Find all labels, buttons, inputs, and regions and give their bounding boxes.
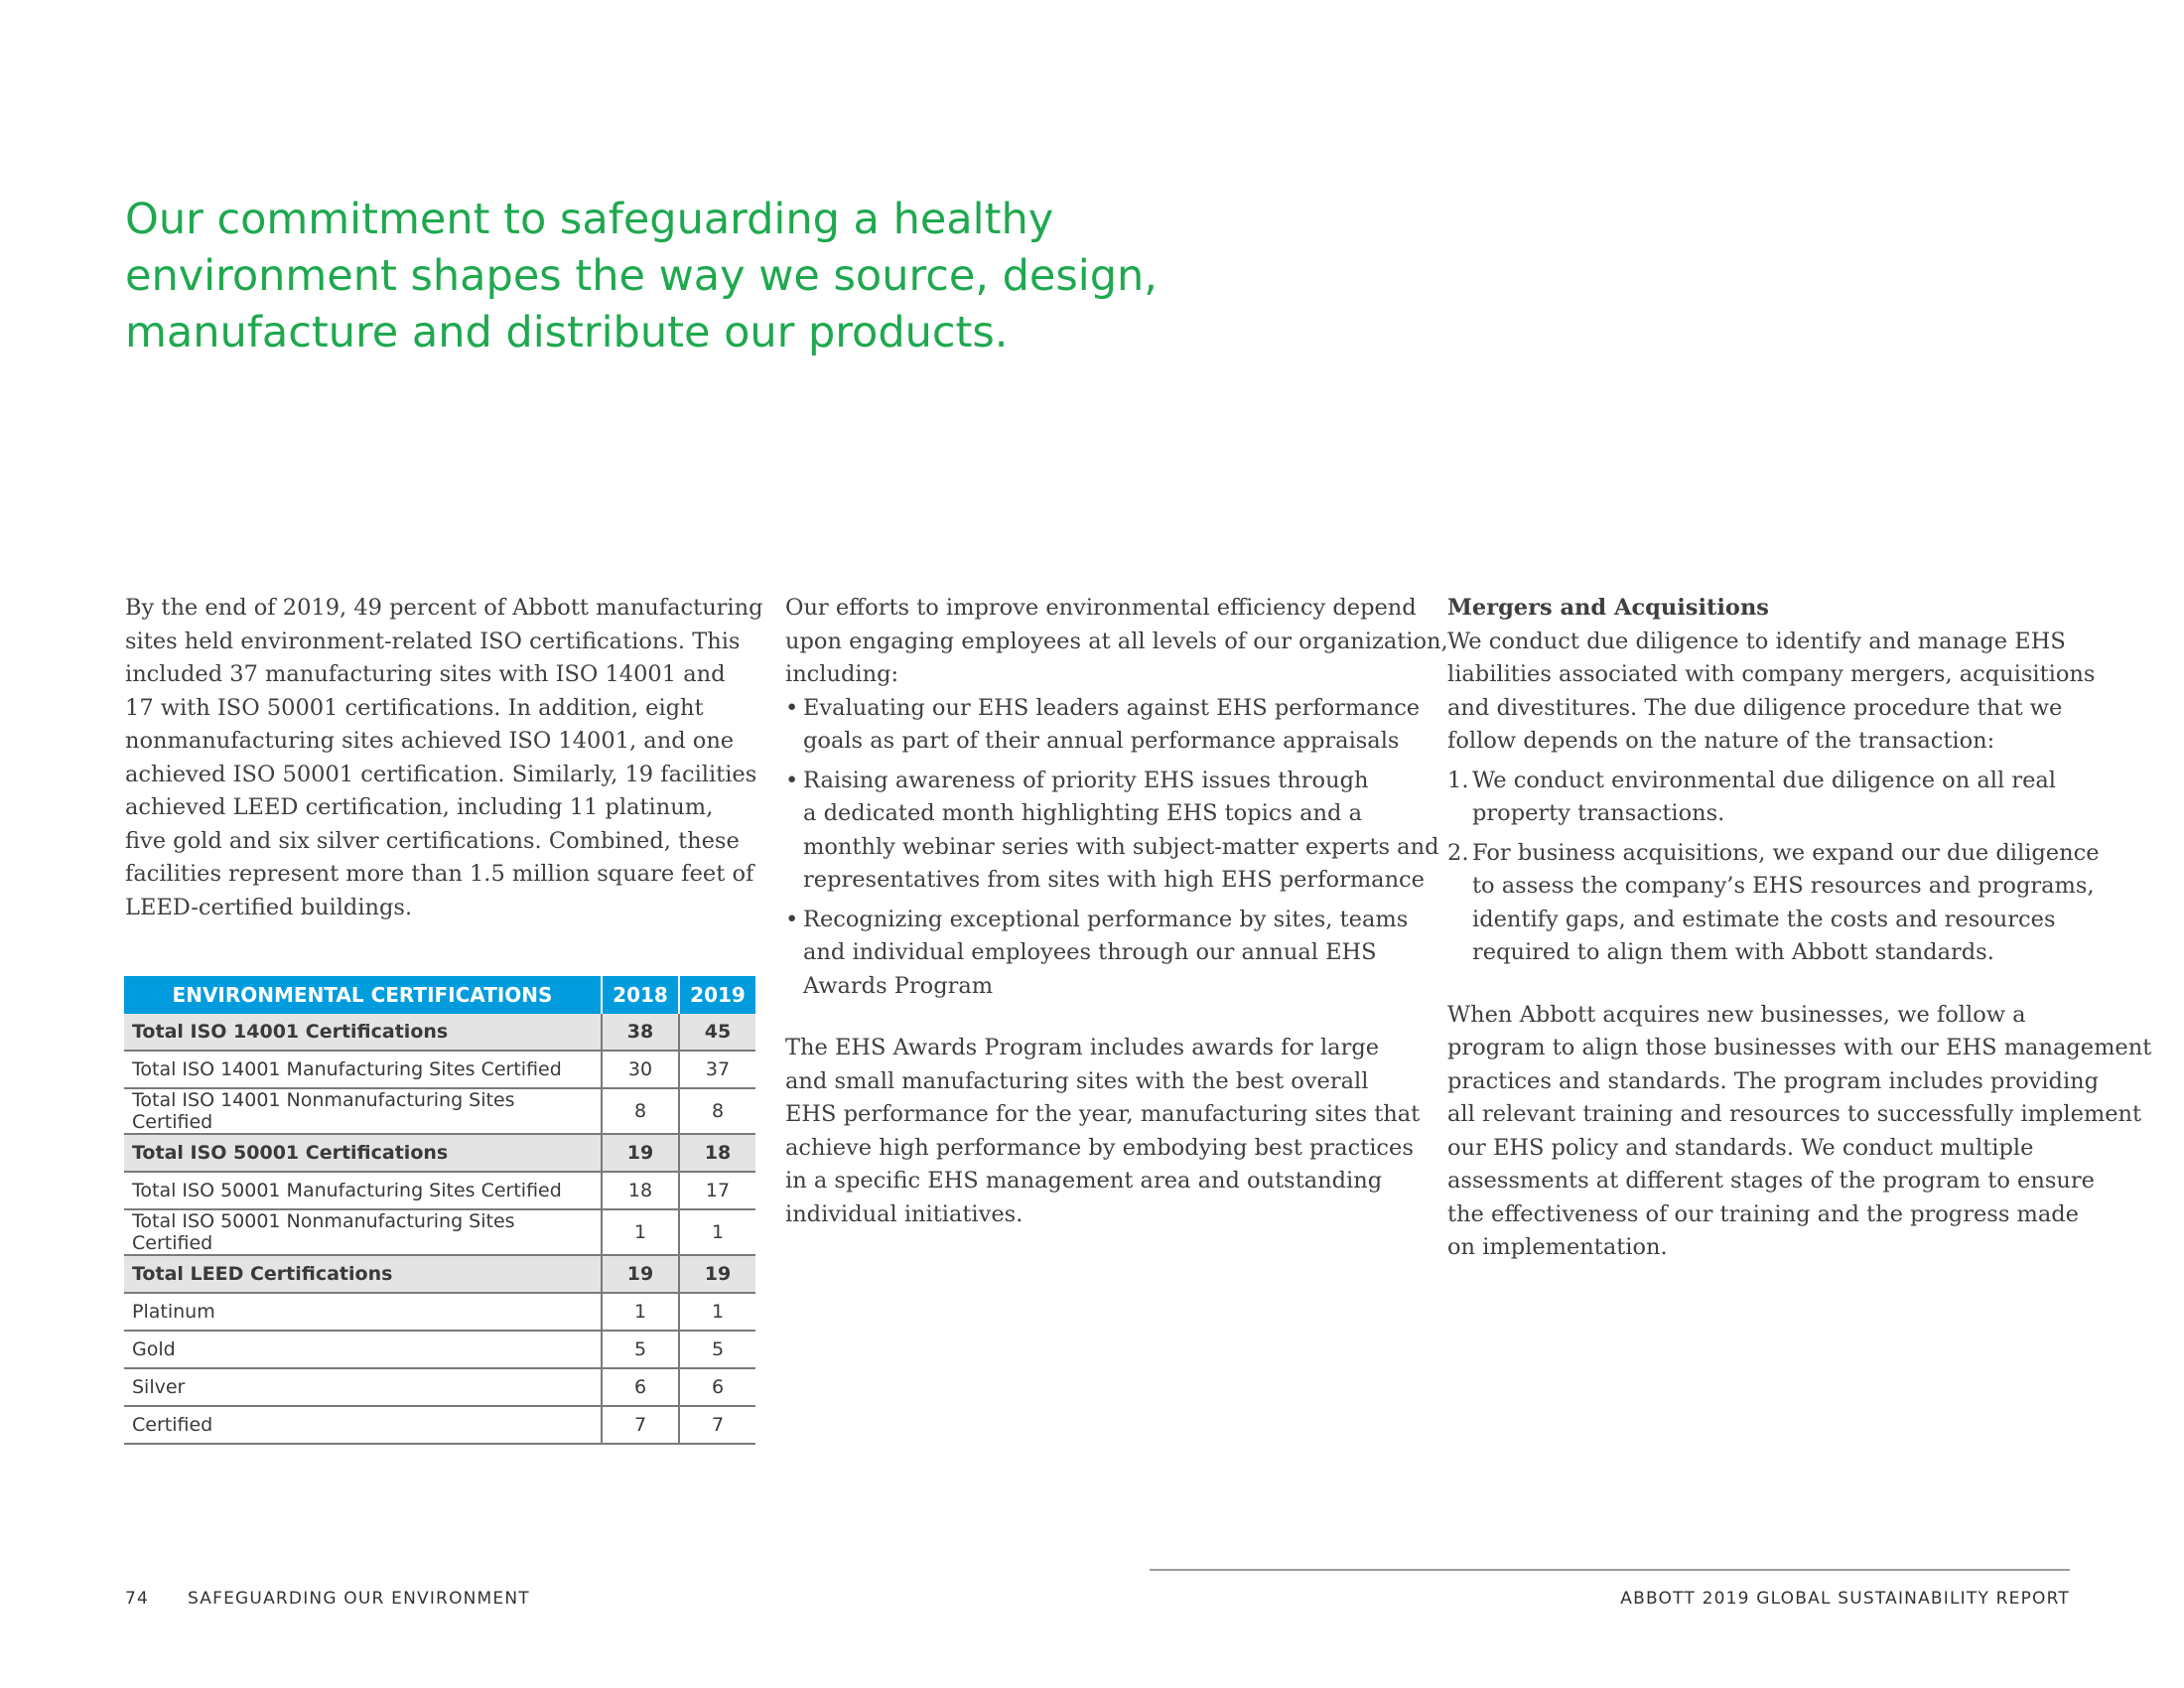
table-row — [124, 1368, 755, 1406]
text-line: achieve high performance by embodying best practices — [785, 1134, 1414, 1161]
page-number: 74 — [125, 1589, 150, 1609]
value-2019: 37 — [679, 1051, 755, 1088]
table-header-row — [124, 976, 755, 1014]
text-line: We conduct due diligence to identify and manage EHS — [1447, 628, 2066, 654]
text-line: achieved LEED certification, including 11 platinum, — [125, 794, 714, 820]
column-right — [1447, 592, 2152, 1265]
text-line: individual initiatives. — [785, 1200, 1024, 1227]
value-2018: 5 — [602, 1331, 679, 1368]
text-line: the effectiveness of our training and the progress made — [1447, 1200, 2079, 1227]
list-number: 1. — [1447, 767, 1469, 793]
text-line: our EHS policy and standards. We conduct multiple — [1447, 1134, 2034, 1161]
text-line: Awards Program — [803, 972, 994, 999]
text-line: practices and standards. The program includes providing — [1447, 1067, 2100, 1094]
text-line: sites held environment-related ISO certifications. This — [125, 628, 741, 654]
value-2019: 7 — [679, 1406, 755, 1444]
environmental-certifications-table — [124, 976, 755, 1445]
text-line: For business acquisitions, we expand our due diligence — [1472, 839, 2100, 866]
text-line: EHS performance for the year, manufacturing sites that — [785, 1101, 1421, 1127]
text-line: facilities represent more than 1.5 million square feet of — [125, 861, 754, 887]
text-line: achieved ISO 50001 certification. Similarly, 19 facilities — [125, 761, 757, 787]
text-line: • Recognizing exceptional performance by sites, teams — [803, 906, 1409, 932]
row-label: Certified — [124, 1406, 602, 1444]
value-2019: 5 — [679, 1331, 755, 1368]
awards-paragraph — [785, 1032, 1421, 1231]
efforts-bullet-list — [785, 692, 1439, 1004]
text-line: identify gaps, and estimate the costs and resources — [1472, 906, 2056, 932]
table-row — [124, 1088, 755, 1134]
text-line: program to align those businesses with our EHS management — [1447, 1035, 2152, 1060]
text-line: nonmanufacturing sites achieved ISO 14001, and one — [125, 728, 735, 754]
value-2019: 18 — [679, 1134, 755, 1172]
value-2019: 8 — [679, 1088, 755, 1134]
table-row — [124, 1293, 755, 1331]
table-row — [124, 1209, 755, 1255]
row-label: Total LEED Certifications — [124, 1255, 602, 1293]
text-line: Our efforts to improve environmental efficiency depend — [785, 595, 1417, 621]
text-line: representatives from sites with high EHS performance — [803, 867, 1425, 893]
list-item — [1447, 765, 2083, 831]
text-line: all relevant training and resources to successfully implement — [1447, 1101, 2142, 1127]
efforts-intro — [785, 592, 1448, 692]
row-label: Total ISO 50001 Manufacturing Sites Certified — [124, 1172, 602, 1209]
value-2018: 19 — [602, 1255, 679, 1293]
table-header-2018: 2018 — [602, 976, 679, 1014]
row-label: Total ISO 50001 Nonmanufacturing Sites Certified — [124, 1209, 602, 1255]
text-line: and individual employees through our annual EHS — [803, 939, 1377, 965]
row-label: Silver — [124, 1368, 602, 1406]
text-line: • Evaluating our EHS leaders against EHS performance — [803, 694, 1421, 721]
text-line: LEED-certified buildings. — [125, 894, 413, 920]
text-line: When Abbott acquires new businesses, we follow a — [1447, 1001, 2026, 1028]
section-subheading: Mergers and Acquisitions — [1447, 595, 1769, 621]
list-number: 2. — [1447, 839, 1469, 866]
table-row — [124, 1406, 755, 1444]
text-line: 17 with ISO 50001 certifications. In addition, eight — [125, 694, 704, 721]
value-2019: 1 — [679, 1209, 755, 1255]
table-row — [124, 1134, 755, 1172]
text-line: required to align them with Abbott standards. — [1472, 939, 1994, 965]
value-2018: 6 — [602, 1368, 679, 1406]
value-2018: 18 — [602, 1172, 679, 1209]
row-label: Total ISO 14001 Manufacturing Sites Certified — [124, 1051, 602, 1088]
value-2018: 30 — [602, 1051, 679, 1088]
table-row — [124, 1051, 755, 1088]
due-diligence-list — [1447, 765, 2100, 970]
text-line: included 37 manufacturing sites with ISO 14001 and — [125, 661, 726, 687]
list-item — [785, 765, 1439, 898]
text-line: upon engaging employees at all levels of our organization, — [785, 628, 1448, 654]
headline-line: manufacture and distribute our products. — [125, 308, 1009, 357]
value-2018: 1 — [602, 1209, 679, 1255]
headline-line: Our commitment to safeguarding a healthy — [125, 195, 1054, 244]
value-2019: 1 — [679, 1293, 755, 1331]
list-item — [785, 904, 1421, 1004]
text-line: follow depends on the nature of the transaction: — [1447, 728, 1995, 754]
text-line: and small manufacturing sites with the best overall — [785, 1067, 1369, 1094]
table-row — [124, 1331, 755, 1368]
value-2018: 8 — [602, 1088, 679, 1134]
page-headline — [125, 192, 1158, 361]
acquisitions-paragraph — [1447, 999, 2152, 1265]
text-line: on implementation. — [1447, 1234, 1668, 1260]
value-2019: 17 — [679, 1172, 755, 1209]
row-label: Platinum — [124, 1293, 602, 1331]
value-2019: 6 — [679, 1368, 755, 1406]
footer-report-title: ABBOTT 2019 GLOBAL SUSTAINABILITY REPORT — [1620, 1589, 2070, 1609]
row-label: Total ISO 14001 Certifications — [124, 1014, 602, 1051]
table-row — [124, 1014, 755, 1051]
mergers-intro — [1447, 592, 2096, 759]
text-line: We conduct environmental due diligence on all real — [1472, 767, 2056, 793]
value-2018: 1 — [602, 1293, 679, 1331]
footer-section-title: SAFEGUARDING OUR ENVIRONMENT — [188, 1589, 530, 1609]
table-row — [124, 1255, 755, 1293]
table-header-2019: 2019 — [679, 976, 755, 1014]
value-2018: 38 — [602, 1014, 679, 1051]
text-line: assessments at different stages of the program to ensure — [1447, 1168, 2095, 1194]
value-2018: 19 — [602, 1134, 679, 1172]
text-line: property transactions. — [1472, 800, 1725, 826]
row-label: Total ISO 14001 Nonmanufacturing Sites Certified — [124, 1088, 602, 1134]
headline-line: environment shapes the way we source, design, — [125, 251, 1158, 301]
list-item — [1447, 837, 2100, 970]
value-2018: 7 — [602, 1406, 679, 1444]
certifications-paragraph — [125, 592, 763, 924]
text-line: in a specific EHS management area and outstanding — [785, 1168, 1383, 1194]
row-label: Gold — [124, 1331, 602, 1368]
text-line: to assess the company’s EHS resources and programs, — [1472, 873, 2095, 899]
text-line: a dedicated month highlighting EHS topics and a — [803, 800, 1362, 826]
table-header-label: ENVIRONMENTAL CERTIFICATIONS — [124, 976, 602, 1014]
column-left — [125, 592, 763, 924]
text-line: including: — [785, 661, 899, 687]
value-2019: 19 — [679, 1255, 755, 1293]
text-line: goals as part of their annual performance appraisals — [803, 728, 1400, 754]
text-line: five gold and six silver certifications. Combined, these — [125, 827, 740, 854]
text-line: liabilities associated with company mergers, acquisitions — [1447, 661, 2096, 687]
list-item — [785, 692, 1421, 759]
table-row — [124, 1172, 755, 1209]
text-line: • Raising awareness of priority EHS issues through — [803, 767, 1369, 793]
text-line: and divestitures. The due diligence procedure that we — [1447, 694, 2063, 721]
column-middle — [785, 592, 1448, 1231]
text-line: By the end of 2019, 49 percent of Abbott manufacturing — [125, 595, 763, 621]
value-2019: 45 — [679, 1014, 755, 1051]
row-label: Total ISO 50001 Certifications — [124, 1134, 602, 1172]
text-line: monthly webinar series with subject-matter experts and — [803, 833, 1439, 860]
text-line: The EHS Awards Program includes awards for large — [785, 1035, 1380, 1060]
footer-divider — [1150, 1569, 2070, 1571]
